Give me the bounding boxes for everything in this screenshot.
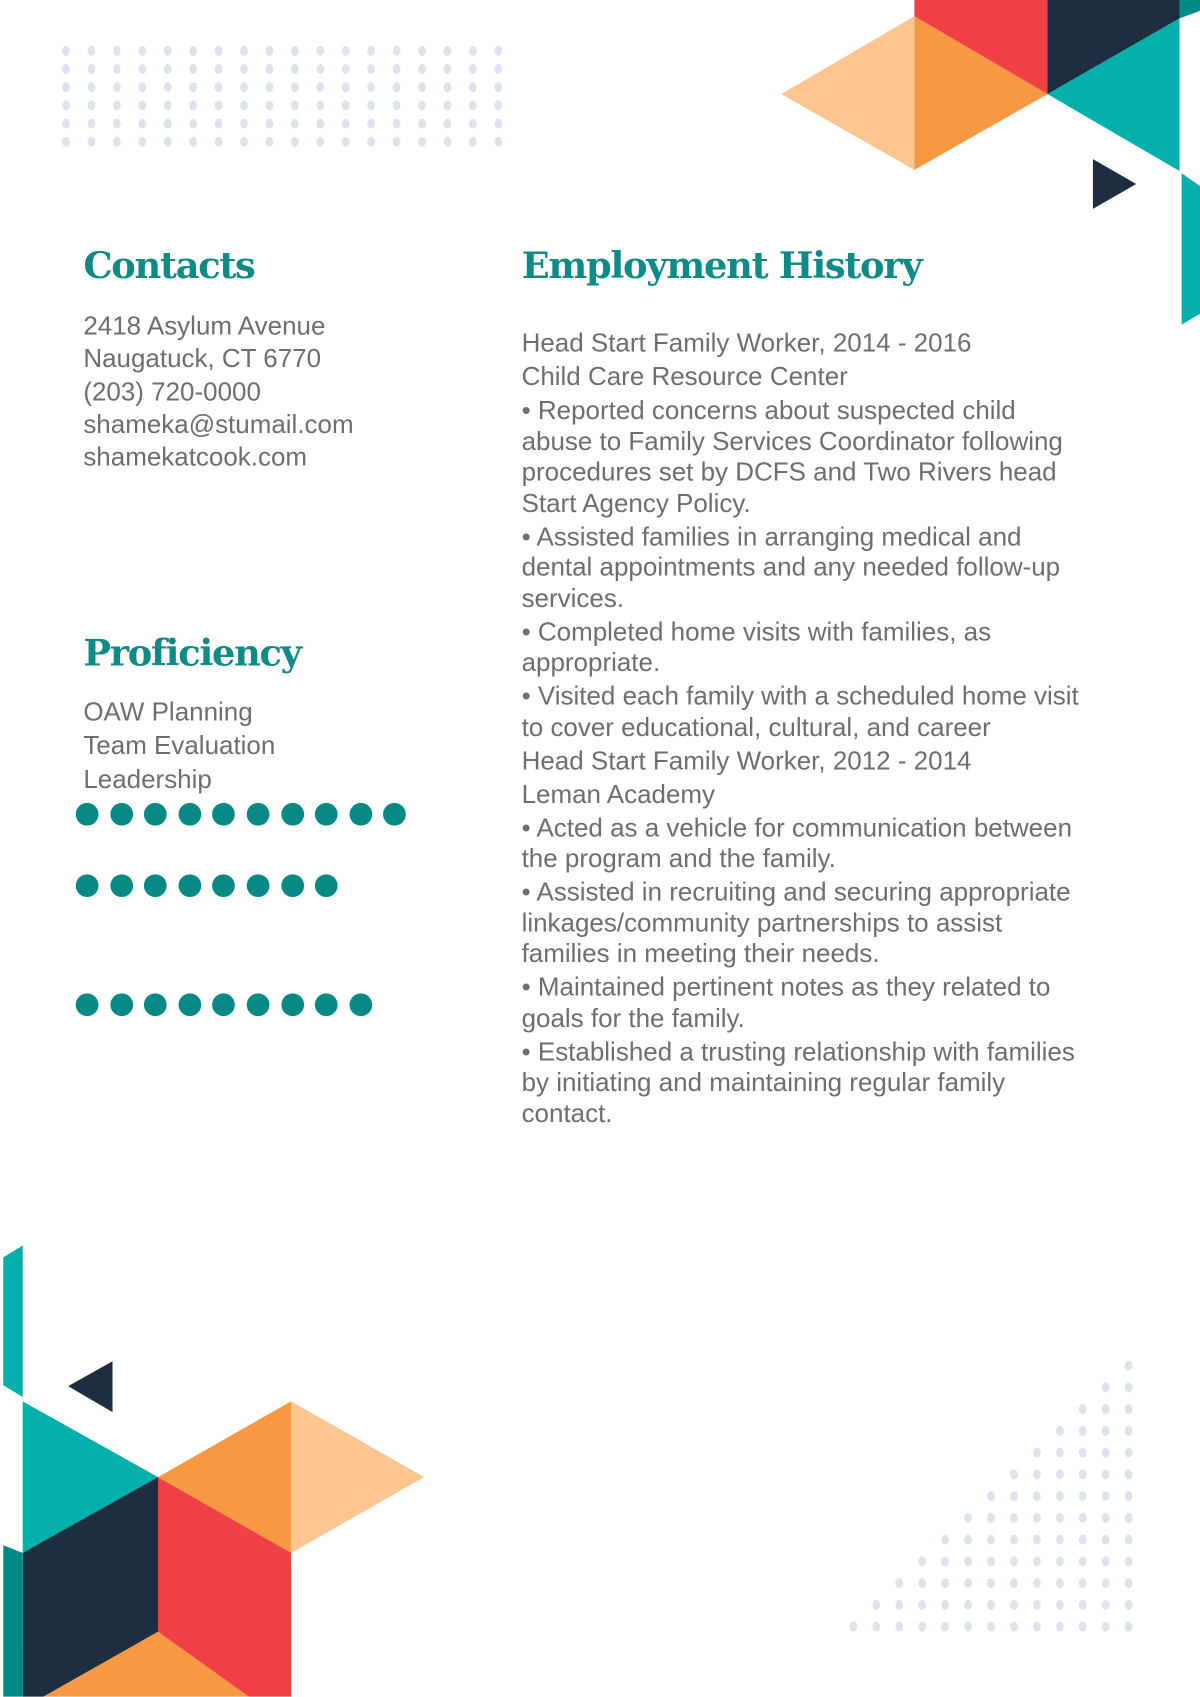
text-line: appropriate. bbox=[521, 648, 661, 678]
rating-dot bbox=[144, 803, 167, 826]
pattern-dot bbox=[215, 119, 223, 129]
pattern-dot bbox=[872, 1600, 880, 1610]
pattern-dot bbox=[1010, 1556, 1018, 1566]
pattern-dot bbox=[1033, 1600, 1041, 1610]
contacts-heading: Contacts bbox=[83, 244, 255, 288]
rating-dot bbox=[281, 803, 304, 826]
pattern-dot bbox=[1056, 1426, 1064, 1436]
pattern-dot bbox=[1056, 1535, 1064, 1545]
skills-list bbox=[83, 696, 275, 797]
pattern-dot bbox=[1033, 1622, 1041, 1632]
rating-dot bbox=[281, 874, 304, 897]
pattern-dot bbox=[291, 46, 299, 56]
address-line-1: 2418 Asylum Avenue bbox=[83, 311, 326, 341]
pattern-dot bbox=[1125, 1535, 1133, 1545]
pattern-dot bbox=[215, 82, 223, 92]
rating-dot bbox=[76, 874, 99, 897]
text-line: Head Start Family Worker, 2012 - 2014 bbox=[521, 746, 972, 776]
pattern-dot bbox=[964, 1622, 972, 1632]
pattern-dot bbox=[1056, 1600, 1064, 1610]
rating-dot bbox=[144, 993, 167, 1016]
rating-dot bbox=[212, 803, 235, 826]
pattern-dot bbox=[62, 64, 70, 74]
pattern-dot bbox=[1125, 1404, 1133, 1414]
text-line: abuse to Family Services Coordinator following bbox=[521, 426, 1063, 457]
pattern-dot bbox=[342, 46, 350, 56]
pattern-dot bbox=[1125, 1513, 1133, 1523]
pattern-dot bbox=[342, 100, 350, 110]
pattern-dot bbox=[444, 100, 452, 110]
pattern-dot bbox=[138, 64, 146, 74]
rating-dot bbox=[110, 993, 133, 1016]
pattern-dot bbox=[189, 100, 197, 110]
pattern-dot bbox=[189, 82, 197, 92]
pattern-dot bbox=[189, 46, 197, 56]
pattern-dot bbox=[1056, 1491, 1064, 1501]
pattern-dot bbox=[215, 100, 223, 110]
employment-paragraph bbox=[522, 813, 1079, 875]
text-line: procedures set by DCFS and Two Rivers head bbox=[521, 457, 1057, 487]
pattern-dot bbox=[291, 137, 299, 147]
teal-bar bbox=[1182, 173, 1200, 324]
pattern-dot bbox=[164, 46, 172, 56]
pattern-dot bbox=[444, 82, 452, 92]
pattern-dot bbox=[1079, 1469, 1087, 1479]
pattern-dot bbox=[138, 100, 146, 110]
pattern-dot bbox=[316, 46, 324, 56]
pattern-dot bbox=[367, 119, 375, 129]
pattern-dot bbox=[1102, 1426, 1110, 1436]
pattern-dot bbox=[316, 64, 324, 74]
text-line: the program and the family. bbox=[521, 844, 836, 874]
employment-paragraph bbox=[522, 1037, 1079, 1130]
pattern-dot bbox=[266, 46, 274, 56]
pattern-dot bbox=[138, 82, 146, 92]
skill-name: Team Evaluation bbox=[83, 731, 276, 761]
pattern-dot bbox=[469, 119, 477, 129]
pattern-dot bbox=[1056, 1469, 1064, 1479]
pattern-dot bbox=[88, 46, 96, 56]
pattern-dot bbox=[987, 1535, 995, 1545]
contacts-list bbox=[83, 311, 353, 475]
pattern-dot bbox=[469, 82, 477, 92]
pattern-dot bbox=[266, 119, 274, 129]
pattern-dot bbox=[1102, 1622, 1110, 1632]
pattern-dot bbox=[1010, 1600, 1018, 1610]
pattern-dot bbox=[266, 64, 274, 74]
employment-history bbox=[522, 329, 1079, 1130]
address-line-2: Naugatuck, CT 6770 bbox=[83, 344, 322, 374]
pattern-dot bbox=[941, 1600, 949, 1610]
pattern-dot bbox=[138, 137, 146, 147]
pattern-dot bbox=[1010, 1578, 1018, 1588]
pattern-dot bbox=[393, 82, 401, 92]
skill-rating bbox=[76, 874, 338, 897]
pattern-dot bbox=[189, 137, 197, 147]
pattern-dot bbox=[444, 119, 452, 129]
pattern-dot bbox=[62, 100, 70, 110]
pattern-dot bbox=[88, 64, 96, 74]
navy-triangle-icon bbox=[68, 1361, 112, 1412]
pattern-dot bbox=[494, 82, 502, 92]
pattern-dot bbox=[1033, 1448, 1041, 1458]
pattern-dot bbox=[291, 100, 299, 110]
pattern-dot bbox=[1102, 1556, 1110, 1566]
pattern-dot bbox=[393, 137, 401, 147]
pattern-dot bbox=[1079, 1513, 1087, 1523]
rating-dot bbox=[383, 803, 406, 826]
pattern-dot bbox=[1079, 1404, 1087, 1414]
pattern-dot bbox=[1079, 1535, 1087, 1545]
pattern-dot bbox=[138, 46, 146, 56]
pattern-dot bbox=[367, 46, 375, 56]
pattern-dot bbox=[418, 82, 426, 92]
employment-paragraph bbox=[522, 780, 1079, 811]
pattern-dot bbox=[164, 100, 172, 110]
phone: (203) 720-0000 bbox=[83, 377, 261, 407]
text-line: contact. bbox=[521, 1098, 613, 1129]
pattern-dot bbox=[1125, 1556, 1133, 1566]
pattern-dot bbox=[113, 100, 121, 110]
employment-paragraph bbox=[522, 396, 1079, 519]
pattern-dot bbox=[367, 100, 375, 110]
pattern-dot bbox=[113, 46, 121, 56]
pattern-dot bbox=[1125, 1578, 1133, 1588]
skill-rating bbox=[76, 993, 372, 1016]
rating-dot bbox=[178, 874, 201, 897]
text-line: • Reported concerns about suspected child bbox=[521, 396, 1016, 426]
pattern-dot bbox=[1102, 1535, 1110, 1545]
pattern-dot bbox=[1079, 1491, 1087, 1501]
pattern-dot bbox=[215, 137, 223, 147]
pattern-dot bbox=[1102, 1382, 1110, 1392]
pattern-dot bbox=[1056, 1578, 1064, 1588]
pattern-dot bbox=[987, 1600, 995, 1610]
text-line: • Maintained pertinent notes as they related to bbox=[521, 972, 1051, 1003]
pattern-dot bbox=[1102, 1491, 1110, 1501]
website-link[interactable]: shamekatcook.com bbox=[83, 442, 308, 472]
pattern-dot bbox=[872, 1622, 880, 1632]
pattern-dot bbox=[1125, 1600, 1133, 1610]
dot-pattern-bottom-right bbox=[849, 1361, 1132, 1632]
pattern-dot bbox=[987, 1513, 995, 1523]
text-line: Start Agency Policy. bbox=[521, 488, 751, 518]
pattern-dot bbox=[494, 119, 502, 129]
pattern-dot bbox=[1125, 1448, 1133, 1458]
pattern-dot bbox=[494, 64, 502, 74]
pattern-dot bbox=[964, 1578, 972, 1588]
skill-rating bbox=[76, 803, 406, 826]
pattern-dot bbox=[88, 137, 96, 147]
rating-dot bbox=[247, 803, 270, 826]
text-line: • Assisted families in arranging medical and bbox=[521, 522, 1022, 552]
text-line: • Assisted in recruiting and securing appropriate bbox=[521, 877, 1071, 907]
dark-teal-strip bbox=[1179, 0, 1200, 18]
pattern-dot bbox=[1125, 1382, 1133, 1392]
proficiency-heading: Proficiency bbox=[83, 631, 301, 676]
pattern-dot bbox=[1033, 1556, 1041, 1566]
pattern-dot bbox=[444, 46, 452, 56]
pattern-dot bbox=[964, 1535, 972, 1545]
pattern-dot bbox=[113, 119, 121, 129]
pattern-dot bbox=[494, 100, 502, 110]
rating-dot bbox=[247, 993, 270, 1016]
pattern-dot bbox=[1102, 1600, 1110, 1610]
text-line: • Completed home visits with families, as bbox=[521, 617, 992, 647]
pattern-dot bbox=[964, 1556, 972, 1566]
pattern-dot bbox=[469, 64, 477, 74]
text-line: to cover educational, cultural, and career bbox=[521, 712, 991, 742]
pattern-dot bbox=[215, 64, 223, 74]
pattern-dot bbox=[987, 1556, 995, 1566]
pattern-dot bbox=[1102, 1513, 1110, 1523]
pattern-dot bbox=[88, 100, 96, 110]
employment-paragraph bbox=[522, 617, 1079, 679]
pattern-dot bbox=[240, 100, 248, 110]
rating-dot bbox=[110, 874, 133, 897]
pattern-dot bbox=[941, 1622, 949, 1632]
pattern-dot bbox=[918, 1556, 926, 1566]
rating-dot bbox=[315, 803, 338, 826]
pattern-dot bbox=[266, 137, 274, 147]
employment-paragraph bbox=[522, 363, 1079, 394]
pattern-dot bbox=[266, 82, 274, 92]
pattern-dot bbox=[895, 1578, 903, 1588]
pattern-dot bbox=[164, 137, 172, 147]
pattern-dot bbox=[918, 1578, 926, 1588]
pattern-dot bbox=[1033, 1578, 1041, 1588]
pattern-dot bbox=[240, 82, 248, 92]
pattern-dot bbox=[964, 1600, 972, 1610]
pattern-dot bbox=[367, 137, 375, 147]
pattern-dot bbox=[418, 137, 426, 147]
pattern-dot bbox=[88, 119, 96, 129]
pattern-dot bbox=[266, 100, 274, 110]
rating-dot bbox=[315, 874, 338, 897]
pattern-dot bbox=[469, 46, 477, 56]
pattern-dot bbox=[291, 119, 299, 129]
pattern-dot bbox=[1125, 1622, 1133, 1632]
employment-paragraph bbox=[522, 329, 1079, 360]
pattern-dot bbox=[1010, 1535, 1018, 1545]
pattern-dot bbox=[418, 119, 426, 129]
pattern-dot bbox=[164, 119, 172, 129]
pattern-dot bbox=[849, 1622, 857, 1632]
employment-paragraph bbox=[522, 878, 1079, 971]
pattern-dot bbox=[494, 46, 502, 56]
pattern-dot bbox=[987, 1491, 995, 1501]
email-link[interactable]: shameka@stumail.com bbox=[83, 409, 354, 440]
pattern-dot bbox=[393, 64, 401, 74]
pattern-dot bbox=[1102, 1448, 1110, 1458]
rating-dot bbox=[349, 993, 372, 1016]
text-line: families in meeting their needs. bbox=[521, 939, 880, 969]
pattern-dot bbox=[240, 64, 248, 74]
pattern-dot bbox=[1079, 1426, 1087, 1436]
pattern-dot bbox=[469, 137, 477, 147]
pattern-dot bbox=[1056, 1448, 1064, 1458]
pattern-dot bbox=[342, 119, 350, 129]
pattern-dot bbox=[62, 82, 70, 92]
rating-dot bbox=[178, 803, 201, 826]
pattern-dot bbox=[418, 100, 426, 110]
rating-dot bbox=[212, 874, 235, 897]
pattern-dot bbox=[1010, 1469, 1018, 1479]
pattern-dot bbox=[469, 100, 477, 110]
pattern-dot bbox=[316, 82, 324, 92]
pattern-dot bbox=[1010, 1513, 1018, 1523]
pattern-dot bbox=[240, 46, 248, 56]
pattern-dot bbox=[1079, 1600, 1087, 1610]
skill-name: OAW Planning bbox=[83, 697, 253, 728]
pattern-dot bbox=[240, 137, 248, 147]
pattern-dot bbox=[494, 137, 502, 147]
pattern-dot bbox=[1010, 1491, 1018, 1501]
pattern-dot bbox=[1125, 1491, 1133, 1501]
pattern-dot bbox=[1079, 1448, 1087, 1458]
pattern-dot bbox=[918, 1622, 926, 1632]
text-line: dental appointments and any needed follow-up bbox=[521, 552, 1061, 583]
rating-dot bbox=[212, 993, 235, 1016]
dot-pattern-top-left bbox=[62, 46, 502, 147]
pattern-dot bbox=[1033, 1535, 1041, 1545]
pattern-dot bbox=[1102, 1578, 1110, 1588]
text-line: linkages/community partnerships to assist bbox=[521, 908, 1003, 938]
rating-dot bbox=[144, 874, 167, 897]
pattern-dot bbox=[418, 46, 426, 56]
pattern-dot bbox=[1079, 1556, 1087, 1566]
pattern-dot bbox=[418, 64, 426, 74]
pattern-dot bbox=[941, 1556, 949, 1566]
pattern-dot bbox=[393, 100, 401, 110]
pattern-dot bbox=[1033, 1513, 1041, 1523]
pattern-dot bbox=[987, 1622, 995, 1632]
text-line: by initiating and maintaining regular family bbox=[521, 1068, 1006, 1098]
text-line: Head Start Family Worker, 2014 - 2016 bbox=[521, 328, 972, 359]
pattern-dot bbox=[189, 64, 197, 74]
skill-name: Leadership bbox=[83, 765, 212, 795]
peach-shape bbox=[291, 1401, 424, 1552]
pattern-dot bbox=[895, 1622, 903, 1632]
pattern-dot bbox=[342, 82, 350, 92]
rating-dot bbox=[110, 803, 133, 826]
pattern-dot bbox=[367, 82, 375, 92]
pattern-dot bbox=[1102, 1469, 1110, 1479]
pattern-dot bbox=[113, 82, 121, 92]
pattern-dot bbox=[62, 137, 70, 147]
pattern-dot bbox=[342, 137, 350, 147]
rating-dot bbox=[315, 993, 338, 1016]
employment-paragraph bbox=[522, 973, 1079, 1035]
pattern-dot bbox=[1102, 1404, 1110, 1414]
pattern-dot bbox=[316, 100, 324, 110]
pattern-dot bbox=[1079, 1578, 1087, 1588]
pattern-dot bbox=[316, 119, 324, 129]
pattern-dot bbox=[1125, 1426, 1133, 1436]
pattern-dot bbox=[189, 119, 197, 129]
employment-heading: Employment History bbox=[521, 244, 922, 288]
pattern-dot bbox=[215, 46, 223, 56]
pattern-dot bbox=[291, 82, 299, 92]
pattern-dot bbox=[164, 82, 172, 92]
pattern-dot bbox=[1010, 1622, 1018, 1632]
pattern-dot bbox=[393, 46, 401, 56]
text-line: Child Care Resource Center bbox=[521, 362, 848, 392]
rating-dot bbox=[349, 803, 372, 826]
text-line: Leman Academy bbox=[521, 779, 716, 809]
peach-shape bbox=[781, 16, 914, 170]
pattern-dot bbox=[1056, 1622, 1064, 1632]
rating-dot bbox=[76, 803, 99, 826]
rating-dot bbox=[281, 993, 304, 1016]
text-line: • Established a trusting relationship with families bbox=[521, 1037, 1075, 1067]
employment-paragraph bbox=[522, 682, 1079, 744]
pattern-dot bbox=[1125, 1469, 1133, 1479]
pattern-dot bbox=[62, 46, 70, 56]
pattern-dot bbox=[444, 137, 452, 147]
pattern-dot bbox=[113, 137, 121, 147]
teal-bar bbox=[3, 1245, 22, 1396]
pattern-dot bbox=[1079, 1622, 1087, 1632]
pattern-dot bbox=[941, 1535, 949, 1545]
pattern-dot bbox=[62, 119, 70, 129]
pattern-dot bbox=[113, 64, 121, 74]
rating-dot bbox=[247, 874, 270, 897]
rating-dot bbox=[76, 993, 99, 1016]
pattern-dot bbox=[1125, 1361, 1133, 1371]
pattern-dot bbox=[164, 64, 172, 74]
pattern-dot bbox=[964, 1513, 972, 1523]
text-line: services. bbox=[521, 583, 625, 614]
navy-triangle-icon bbox=[1093, 159, 1136, 209]
pattern-dot bbox=[342, 64, 350, 74]
pattern-dot bbox=[1033, 1491, 1041, 1501]
pattern-dot bbox=[918, 1600, 926, 1610]
pattern-dot bbox=[393, 119, 401, 129]
text-line: goals for the family. bbox=[521, 1003, 745, 1033]
text-line: • Visited each family with a scheduled home visit bbox=[521, 681, 1079, 711]
pattern-dot bbox=[138, 119, 146, 129]
pattern-dot bbox=[941, 1578, 949, 1588]
pattern-dot bbox=[367, 64, 375, 74]
pattern-dot bbox=[291, 64, 299, 74]
rating-dot bbox=[178, 993, 201, 1016]
pattern-dot bbox=[240, 119, 248, 129]
pattern-dot bbox=[1056, 1513, 1064, 1523]
geometric-shapes-bottom-left bbox=[3, 1245, 424, 1696]
pattern-dot bbox=[987, 1578, 995, 1588]
employment-paragraph bbox=[522, 746, 1079, 777]
pattern-dot bbox=[316, 137, 324, 147]
pattern-dot bbox=[1033, 1469, 1041, 1479]
text-line: • Acted as a vehicle for communication between bbox=[521, 813, 1073, 843]
dark-teal-bar bbox=[3, 1545, 22, 1696]
pattern-dot bbox=[88, 82, 96, 92]
employment-paragraph bbox=[522, 522, 1079, 615]
pattern-dot bbox=[1056, 1556, 1064, 1566]
pattern-dot bbox=[895, 1600, 903, 1610]
pattern-dot bbox=[444, 64, 452, 74]
